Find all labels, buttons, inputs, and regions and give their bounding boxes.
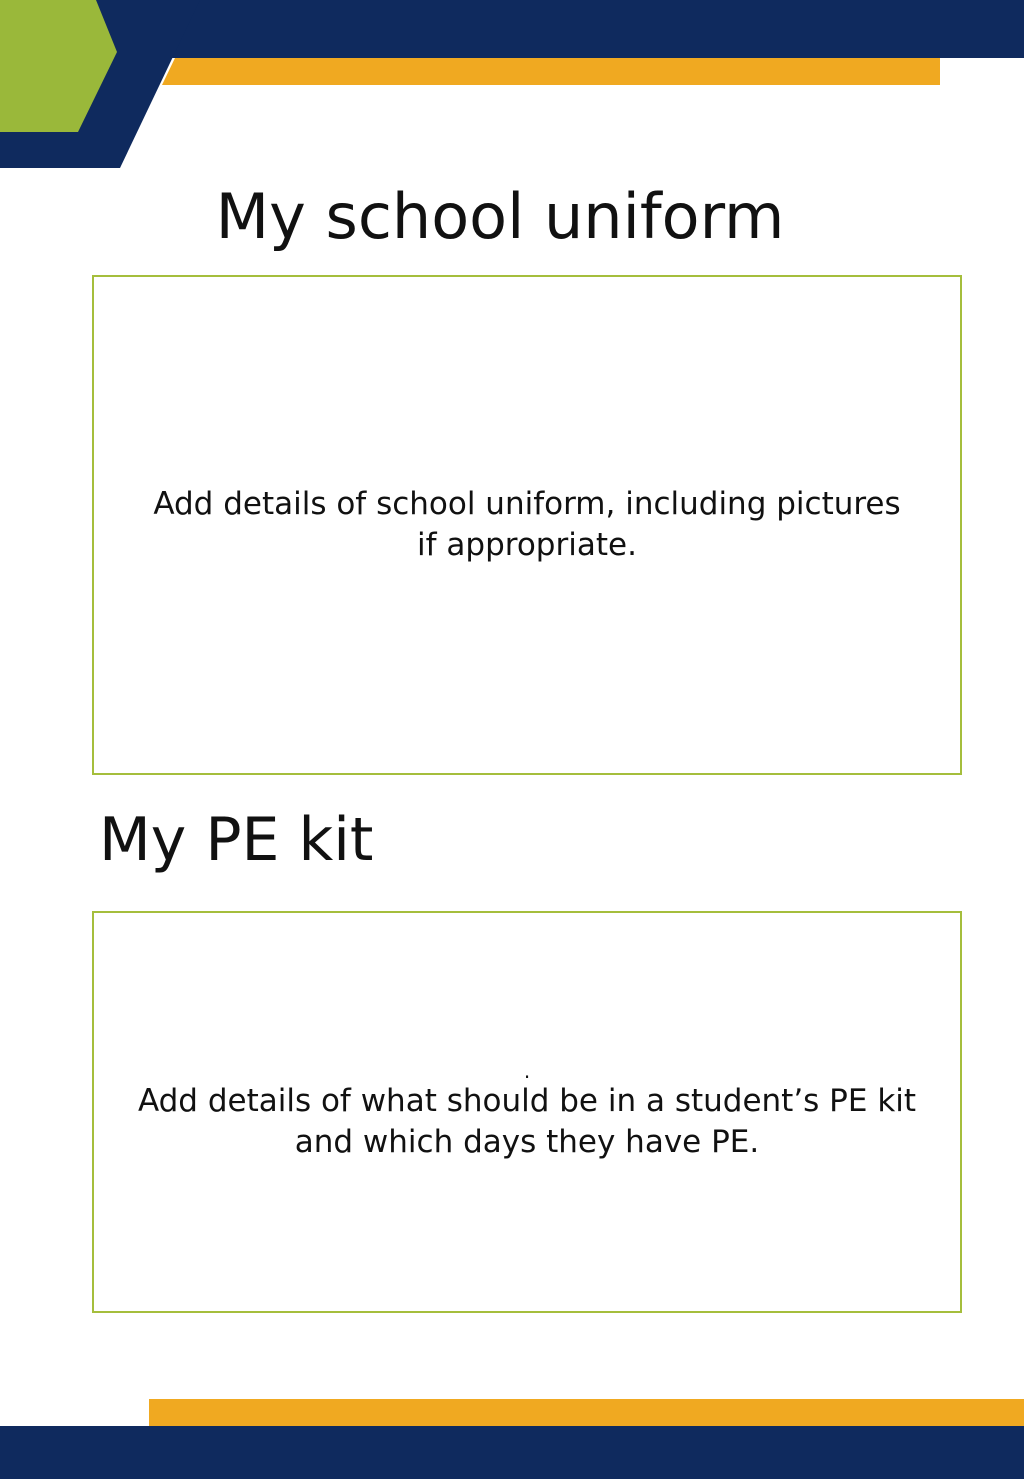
uniform-details-line-2: if appropriate. [417,527,637,563]
footer-orange-stripe [149,1399,1024,1426]
footer-banner [0,1396,1024,1479]
footer-navy-bar [0,1426,1024,1479]
uniform-details-text [107,484,947,566]
pe-kit-dot: . [523,1059,531,1083]
pe-kit-details-text [107,1081,947,1163]
header-orange-stripe [162,58,940,85]
pe-kit-details-line-2: and which days they have PE. [294,1124,760,1160]
header-banner [0,0,1024,170]
uniform-details-line-1: Add details of school uniform, including pictures [153,486,901,522]
pe-kit-details-line-1: Add details of what should be in a student’s PE kit [137,1083,917,1119]
uniform-title: My school uniform [215,180,785,253]
pe-kit-details-box [92,911,962,1313]
uniform-details-box [92,275,962,775]
pe-kit-title: My PE kit [99,805,374,875]
